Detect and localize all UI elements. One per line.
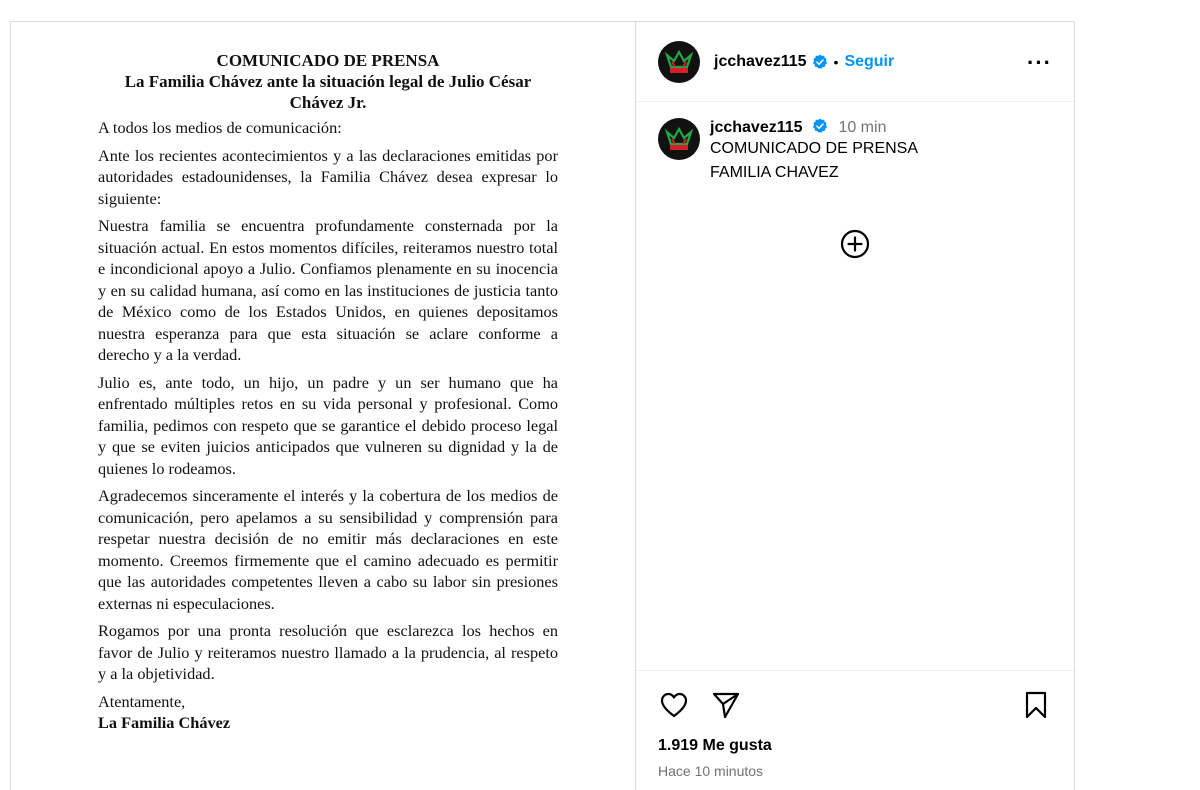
document-paragraph: Nuestra familia se encuentra profundamente consternada por la situación actual. En estos momentos difíciles, reiteramos nuestro total e incondicional apoyo a Julio. Confiamos plenamente en su inocencia y en su calidad humana, así como en las instituciones de justicia tanto de México como de los Estados Unidos, en quienes depositamos nuestra esperanza para que esta situación se aclare conforme a derecho y a la verdad.: [98, 216, 558, 364]
document-paragraph: Julio es, ante todo, un hijo, un padre y un ser humano que ha enfrentado múltiples retos en su vida personal y profesional. Como familia, pedimos con respeto que se garantice el debido proceso legal y que se eviten juicios anticipados que vulneren su dignidad y la de quienes lo rodeamos.: [98, 372, 558, 478]
likes-count[interactable]: 1.919 Me gusta: [658, 737, 772, 754]
header-username[interactable]: jcchavez115: [714, 52, 807, 70]
actions-row: [658, 689, 1052, 725]
document-subtitle: La Familia Chávez ante la situación legal de Julio César Chávez Jr.: [124, 72, 532, 112]
like-heart-icon[interactable]: [658, 689, 690, 721]
save-bookmark-icon[interactable]: [1020, 689, 1052, 721]
load-more-comments-icon[interactable]: [839, 228, 871, 260]
crown-logo-icon: [658, 41, 700, 83]
document-signature: La Familia Chávez: [98, 713, 231, 732]
caption-body: [710, 118, 918, 185]
document-paragraph: Agradecemos sinceramente el interés y la cobertura de los medios de comunicación, pero apelamos a su sensibilidad y comprensión para respetar nuestra decisión de no emitir más declaraciones en este momento. Creemos firmemente que el camino adecuado es permitir que las autoridades competentes lleven a cabo su labor sin presiones externas ni especulaciones.: [98, 486, 558, 613]
document-title: COMUNICADO DE PRENSA: [216, 51, 440, 70]
post-timestamp[interactable]: Hace 10 minutos: [658, 763, 764, 779]
follow-button[interactable]: Seguir: [844, 52, 895, 70]
verified-badge-icon: [812, 118, 828, 134]
separator-dot: •: [833, 53, 839, 70]
post-image[interactable]: [11, 22, 636, 790]
document-paragraph: Rogamos por una pronta resolución que esclarezca los hechos en favor de Julio y reiteramos nuestro llamado a la prudencia, al respeto y a la objetividad.: [98, 621, 558, 683]
document-greeting: A todos los medios de comunicación:: [98, 118, 342, 137]
post-actions: [636, 670, 1074, 790]
caption-line: FAMILIA CHAVEZ: [710, 164, 839, 181]
caption-username[interactable]: jcchavez115: [710, 119, 803, 136]
verified-badge-icon: [812, 54, 828, 70]
crown-logo-icon: [658, 118, 700, 160]
post-card: [10, 21, 1075, 790]
caption-line: COMUNICADO DE PRENSA: [710, 140, 919, 157]
caption: [636, 102, 1074, 185]
share-send-icon[interactable]: [710, 689, 742, 721]
caption-avatar[interactable]: [658, 118, 700, 160]
more-options-icon[interactable]: ···: [1027, 50, 1052, 75]
caption-time[interactable]: 10 min: [838, 119, 887, 136]
post-sidebar: [636, 22, 1074, 790]
avatar[interactable]: [658, 41, 700, 83]
document-paragraph: Ante los recientes acontecimientos y a las declaraciones emitidas por autoridades estadounidenses, la Familia Chávez desea expresar lo siguiente:: [98, 145, 558, 208]
post-header: [636, 22, 1074, 102]
document-closing: Atentamente,: [98, 691, 186, 711]
